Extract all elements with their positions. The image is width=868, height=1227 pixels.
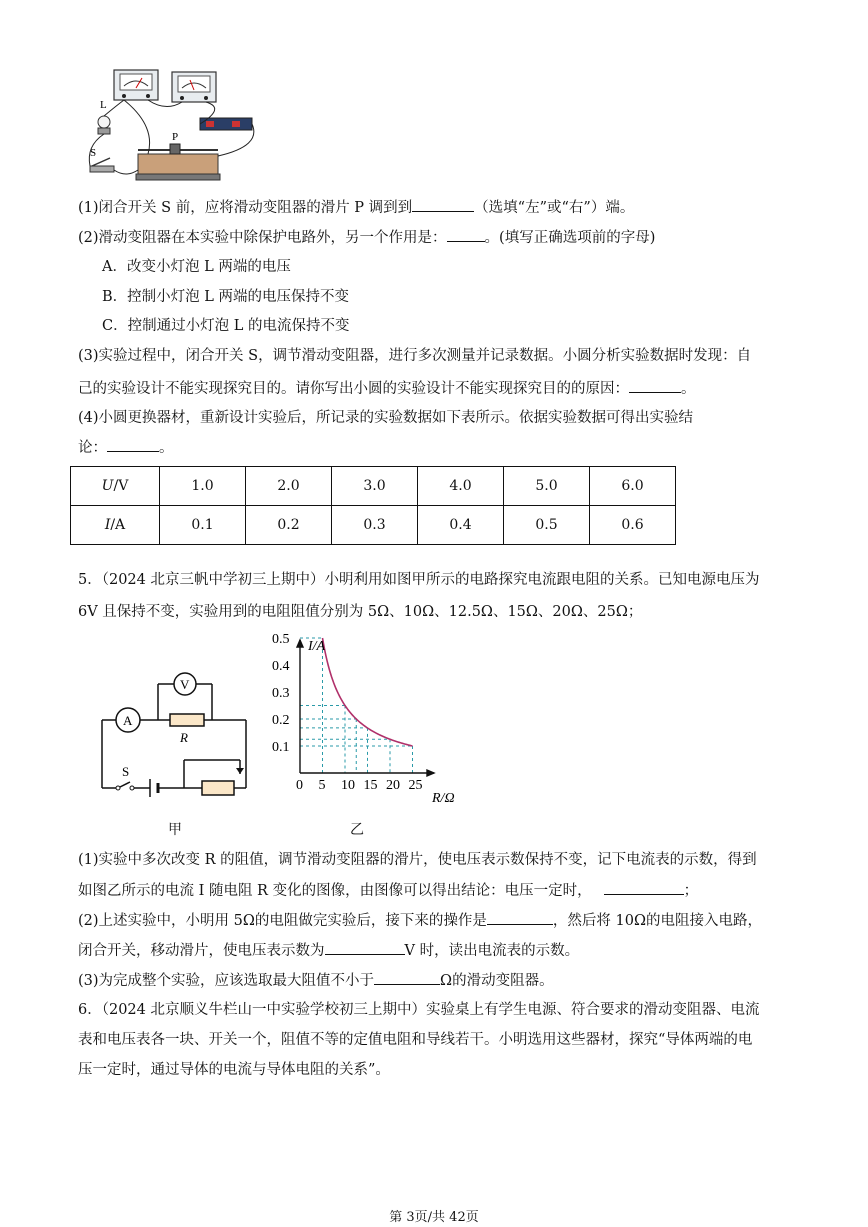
q4-part1: (1)闭合开关 S 前，应将滑动变阻器的滑片 P 调到到 （选填“左”或“右”）端。 bbox=[78, 197, 634, 218]
q6-stem-line3: 压一定时，通过导体的电流与导体电阻的关系”。 bbox=[78, 1062, 390, 1078]
figure-caption-jia: 甲 bbox=[168, 822, 182, 838]
y-axis-label: I/A bbox=[308, 639, 326, 654]
lamp-label: L bbox=[100, 99, 107, 111]
table-cell: 0.2 bbox=[246, 506, 332, 545]
q4-part2: (2)滑动变阻器在本实验中除保护电路外，另一个作用是： 。(填写正确选项前的字母) bbox=[78, 227, 655, 248]
y-tick-label: 0.5 bbox=[272, 632, 290, 647]
y-tick-label: 0.1 bbox=[272, 740, 290, 755]
x-tick-label: 20 bbox=[386, 778, 400, 793]
data-table bbox=[70, 466, 676, 545]
table-row-voltage bbox=[71, 467, 676, 506]
y-tick-label: 0.4 bbox=[272, 659, 290, 674]
q5-part1-line2: 如图乙所示的电流 I 随电阻 R 变化的图像，由图像可以得出结论：电压一定时， ； bbox=[78, 880, 698, 901]
apparatus-diagram bbox=[76, 66, 266, 188]
q5-part3: (3)为完成整个实验，应该选取最大阻值不小于 Ω的滑动变阻器。 bbox=[78, 970, 554, 991]
answer-blank[interactable] bbox=[604, 880, 684, 895]
answer-blank[interactable] bbox=[629, 378, 681, 393]
q5-part2-line2: 闭合开关，移动滑片，使电压表示数为 V 时，读出电流表的示数。 bbox=[78, 940, 579, 961]
figure-caption-yi: 乙 bbox=[350, 822, 364, 838]
option-b: B．控制小灯泡 L 两端的电压保持不变 bbox=[102, 289, 350, 305]
table-row-current bbox=[71, 506, 676, 545]
voltmeter-label: V bbox=[180, 677, 190, 692]
table-cell: 3.0 bbox=[332, 467, 418, 506]
q5-stem-line1: 5．（2024 北京三帆中学初三上期中）小明利用如图甲所示的电路探究电流跟电阻的关系。已知电源电压为 bbox=[78, 572, 760, 588]
x-tick-label: 0 bbox=[296, 778, 303, 793]
x-axis-label: R/Ω bbox=[432, 791, 455, 806]
table-cell: 2.0 bbox=[246, 467, 332, 506]
option-c: C．控制通过小灯泡 L 的电流保持不变 bbox=[102, 318, 350, 334]
q6-stem-line2: 表和电压表各一块、开关一个，阻值不等的定值电阻和导线若干。小明选用这些器材，探究“导体两端的电 bbox=[78, 1032, 753, 1048]
switch-label: S bbox=[90, 147, 97, 159]
resistor-label: R bbox=[180, 730, 188, 745]
answer-blank[interactable] bbox=[374, 970, 440, 985]
switch-label: S bbox=[122, 764, 130, 779]
answer-blank[interactable] bbox=[325, 940, 405, 955]
table-cell: 0.6 bbox=[590, 506, 676, 545]
x-tick-label: 15 bbox=[363, 778, 378, 793]
answer-blank[interactable] bbox=[107, 437, 159, 452]
ammeter-label: A bbox=[123, 713, 133, 728]
page-footer: 第 3页/共 42页 bbox=[389, 1210, 479, 1225]
table-cell: 6.0 bbox=[590, 467, 676, 506]
x-tick-label: 10 bbox=[341, 778, 355, 793]
table-cell: 1.0 bbox=[160, 467, 246, 506]
q4-part3-line1: (3)实验过程中，闭合开关 S，调节滑动变阻器，进行多次测量并记录数据。小圆分析实验数据时发现：自 bbox=[78, 348, 752, 364]
q5-stem-line2: 6V 且保持不变，实验用到的电阻阻值分别为 5Ω、10Ω、12.5Ω、15Ω、20Ω、25Ω； bbox=[78, 604, 643, 620]
q4-part4-line1: (4)小圆更换器材，重新设计实验后，所记录的实验数据如下表所示。依据实验数据可得出实验结 bbox=[78, 410, 694, 426]
table-cell: 0.1 bbox=[160, 506, 246, 545]
q4-part3-line2: 己的实验设计不能实现探究目的。请你写出小圆的实验设计不能实现探究目的的原因： 。 bbox=[78, 378, 696, 399]
y-tick-label: 0.2 bbox=[272, 713, 290, 728]
q5-part1-line1: (1)实验中多次改变 R 的阻值，调节滑动变阻器的滑片，使电压表示数保持不变，记下电流表的示数，得到 bbox=[78, 852, 757, 868]
row-label-i: I/A bbox=[71, 506, 160, 545]
table-cell: 0.5 bbox=[504, 506, 590, 545]
x-tick-label: 5 bbox=[318, 778, 326, 793]
table-cell: 0.3 bbox=[332, 506, 418, 545]
y-tick-label: 0.3 bbox=[272, 686, 290, 701]
option-a: A．改变小灯泡 L 两端的电压 bbox=[102, 259, 291, 275]
x-tick-label: 25 bbox=[408, 778, 423, 793]
answer-blank[interactable] bbox=[487, 910, 553, 925]
current-resistance-graph bbox=[262, 630, 472, 810]
slider-label: P bbox=[172, 131, 179, 143]
circuit-diagram-jia bbox=[94, 662, 284, 802]
table-cell: 5.0 bbox=[504, 467, 590, 506]
q4-part4-line2: 论： 。 bbox=[78, 437, 174, 458]
q6-stem-line1: 6．（2024 北京顺义牛栏山一中实验学校初三上期中）实验桌上有学生电源、符合要求的滑动变阻器、电流 bbox=[78, 1002, 760, 1018]
answer-blank[interactable] bbox=[412, 197, 474, 212]
row-label-u: U/V bbox=[71, 467, 160, 506]
table-cell: 0.4 bbox=[418, 506, 504, 545]
q5-part2-line1: (2)上述实验中，小明用 5Ω的电阻做完实验后，接下来的操作是 ，然后将 10Ω的电阻接入电路， bbox=[78, 910, 762, 931]
table-cell: 4.0 bbox=[418, 467, 504, 506]
answer-blank[interactable] bbox=[447, 227, 485, 242]
